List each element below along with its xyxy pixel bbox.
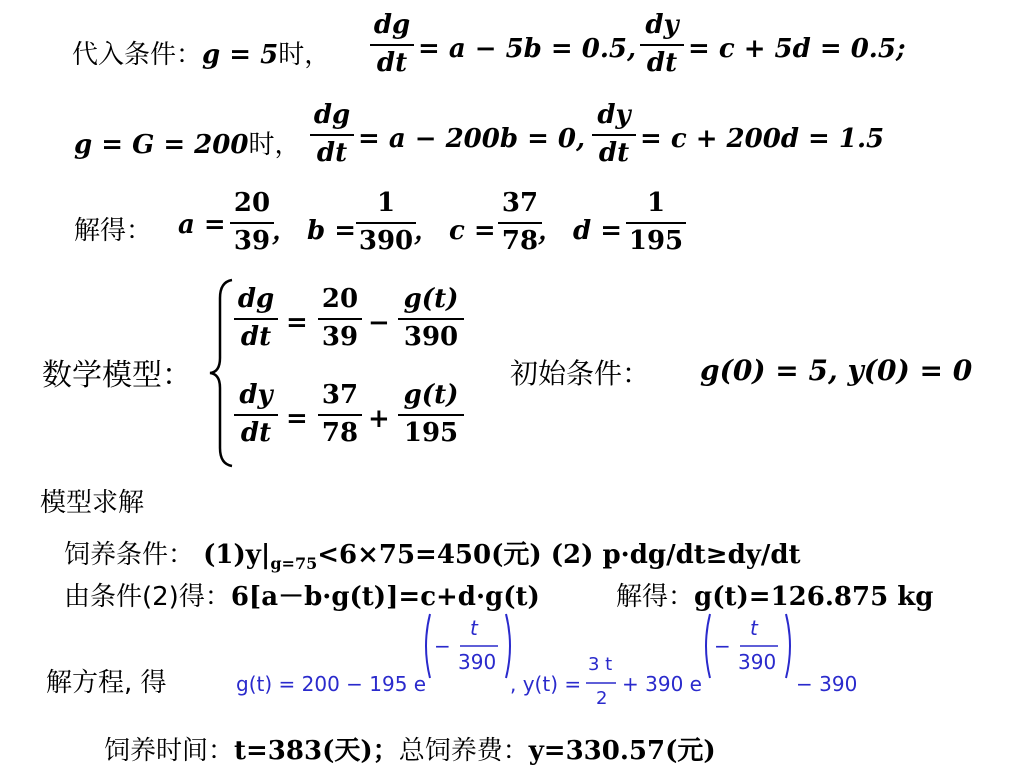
eqn-y-b: + 390 e bbox=[622, 672, 702, 696]
model-label: 数学模型： bbox=[42, 358, 192, 393]
row1-frac-dg-dt: dg dt bbox=[370, 8, 414, 80]
row1-eq1: = a − 5b = 0.5, bbox=[418, 34, 637, 64]
solve-line2-right bbox=[616, 576, 933, 613]
row3-d-label: ， d = bbox=[538, 216, 623, 246]
final-line bbox=[104, 730, 716, 767]
solve-line1-prefix: 饲养条件： bbox=[64, 540, 195, 570]
row2-frac-dy-dt: dy dt bbox=[592, 98, 636, 170]
row2-eq1: = a − 200b = 0, bbox=[358, 124, 586, 154]
row1-eq2: = c + 5d = 0.5; bbox=[688, 34, 906, 64]
row3-c-label: ， c = bbox=[414, 216, 496, 246]
row1 bbox=[72, 34, 330, 71]
solve-line1-sub: g=75 bbox=[270, 554, 318, 573]
model-frac-37-78: 37 78 bbox=[318, 378, 362, 450]
solve-line2 bbox=[64, 576, 540, 613]
eqn-y-bar bbox=[586, 681, 616, 685]
eqn-y-a: , y(t) = bbox=[510, 672, 582, 696]
eqn-y-den: 2 bbox=[596, 688, 608, 709]
row2-eq2: = c + 200d = 1.5 bbox=[640, 124, 885, 154]
row3-frac-c: 37 78 bbox=[498, 186, 542, 258]
row1-prefix: 代入条件： bbox=[72, 40, 203, 70]
row3-frac-a: 20 39 bbox=[230, 186, 274, 258]
row1-shi: 时， bbox=[278, 40, 331, 70]
model-frac-dg-dt: dg dt bbox=[234, 282, 278, 354]
exp1-num: t bbox=[470, 616, 478, 640]
eqn-y-c: − 390 bbox=[796, 672, 858, 696]
row1-g-eq: g = 5 bbox=[202, 40, 279, 70]
row3-b-label: ， b = bbox=[272, 216, 357, 246]
solve-line2-a: 6[a－b·g(t)]=c+d·g(t) bbox=[230, 582, 540, 612]
exp1-minus: − bbox=[434, 634, 451, 658]
solve-title: 模型求解 bbox=[40, 488, 145, 518]
solve-line1 bbox=[64, 534, 801, 573]
row2-shi: 时， bbox=[248, 130, 301, 160]
row1-frac-dy-dt: dy dt bbox=[640, 8, 684, 80]
exp1-den: 390 bbox=[458, 650, 497, 674]
exp2-minus: − bbox=[714, 634, 731, 658]
final-prefix: 饲养时间： bbox=[104, 736, 235, 766]
model-frac-g-195: g(t) 195 bbox=[398, 378, 464, 450]
solve-line1-b: <6×75=450(元) (2) p·dg/dt≥dy/dt bbox=[317, 540, 801, 570]
final-t: t=383(天)； bbox=[234, 736, 399, 766]
model-frac-g-390: g(t) 390 bbox=[398, 282, 464, 354]
exp2-den: 390 bbox=[738, 650, 777, 674]
final-y: y=330.57(元) bbox=[528, 736, 716, 766]
model-eq2-plus: + bbox=[368, 404, 390, 434]
exp2-num: t bbox=[750, 616, 758, 640]
eqn-g: g(t) = 200 − 195 e bbox=[236, 672, 427, 696]
model-frac-20-39: 20 39 bbox=[318, 282, 362, 354]
init-label: 初始条件： bbox=[510, 357, 651, 390]
row3-frac-d: 1 195 bbox=[626, 186, 686, 258]
solve-line2-b: 解得： bbox=[616, 582, 695, 612]
final-mid: 总饲养费： bbox=[398, 736, 529, 766]
eqn-y-num: 3 t bbox=[588, 654, 613, 675]
row2-g-eq: g = G = 200 bbox=[74, 130, 249, 160]
row3-frac-b: 1 390 bbox=[356, 186, 416, 258]
solve-line2-c: g(t)=126.875 kg bbox=[694, 582, 934, 612]
row2-frac-dg-dt: dg dt bbox=[310, 98, 354, 170]
solve-line1-a: (1)y| bbox=[203, 540, 271, 570]
model-eq1-equals: = bbox=[286, 308, 308, 338]
row3-a-label: a = bbox=[178, 210, 226, 240]
init-expr: g(0) = 5, y(0) = 0 bbox=[700, 354, 973, 387]
model-eq1-minus: − bbox=[368, 308, 390, 338]
row3-prefix: 解得： bbox=[74, 216, 153, 246]
solve-line3-label: 解方程, 得 bbox=[46, 668, 167, 698]
model-frac-dy-dt: dy dt bbox=[234, 378, 278, 450]
row2 bbox=[74, 124, 300, 161]
solve-line2-prefix: 由条件(2)得： bbox=[64, 582, 231, 612]
model-eq2-equals: = bbox=[286, 404, 308, 434]
